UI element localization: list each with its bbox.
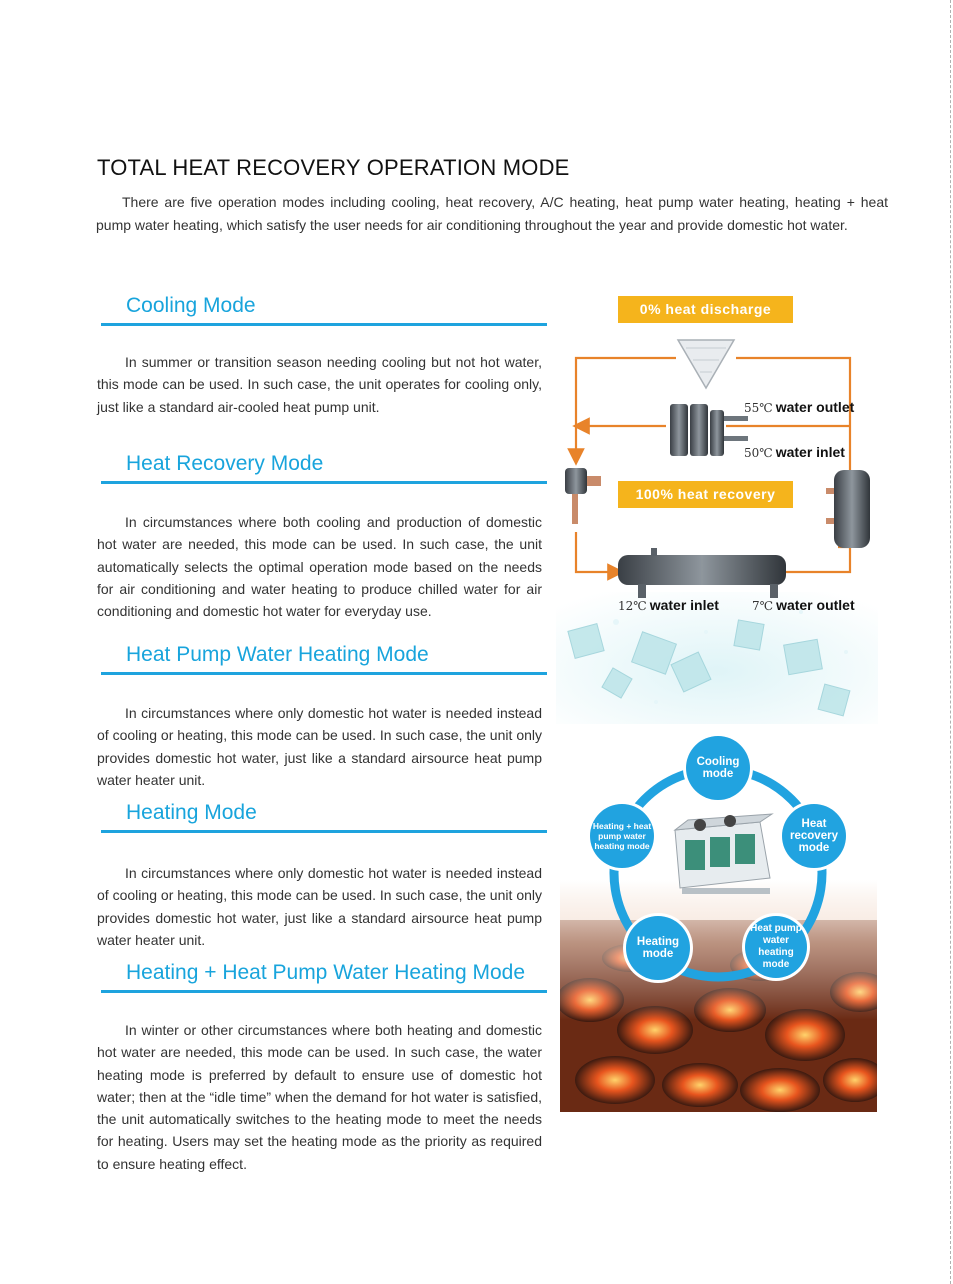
- heating-mode-node: Heating mode: [626, 916, 690, 980]
- cooling-mode-heading: Cooling Mode: [126, 294, 256, 317]
- chilled-water-inlet-label: [618, 597, 719, 613]
- heat-recovery-system-diagram: [556, 292, 878, 724]
- heat-recovery-mode-heading: Heat Recovery Mode: [126, 452, 324, 475]
- heating-mode-text: In circumstances where only domestic hot water is needed instead of cooling or heating, this mode can be used. In such case, the unit only provides domestic hot water, just like a standard airsource heat pump water heater unit.: [97, 865, 542, 948]
- chilled-water-outlet-label: [752, 597, 855, 613]
- air-condenser-coil: [678, 340, 734, 388]
- heat-recovery-badge: 100% heat recovery: [618, 481, 793, 508]
- heat-recovery-mode-rule: [101, 481, 547, 484]
- intro-paragraph: There are five operation modes including cooling, heat recovery, A/C heating, heat pump water heating, heating + heat pump water heating, which satisfy the user needs for air conditioning throughout the year and provide domestic hot water.: [96, 194, 888, 233]
- fire-fade-overlay: [560, 880, 877, 1020]
- heat-pump-water-heating-mode-rule: [101, 672, 547, 675]
- water-inlet-text: water inlet: [649, 597, 719, 613]
- page-title: TOTAL HEAT RECOVERY OPERATION MODE: [97, 155, 570, 180]
- heating-mode-rule: [101, 830, 547, 833]
- heating-mode-heading: Heating Mode: [126, 801, 257, 824]
- heating-plus-water-heating-mode-text: In winter or other circumstances where both heating and domestic hot water are needed, this mode can be used. In such case, the water heating mode is preferred by default to ensure use of domestic hot water; then at the “idle time” when the demand for hot water is satisfied, the unit automatically switches to the heating mode to meet the needs for heating. Users may set the heating mode as the priority as required to ensure heating effect.: [97, 1022, 542, 1172]
- heating-plus-water-heating-mode-heading: Heating + Heat Pump Water Heating Mode: [126, 961, 526, 984]
- shell-tube-evaporator: [618, 548, 786, 598]
- refrigerant-pipes: [576, 358, 850, 572]
- hot-water-inlet-label: [744, 444, 845, 460]
- page-edge-guide: [950, 0, 951, 1284]
- heat-discharge-badge: 0% heat discharge: [618, 296, 793, 323]
- hot-water-tank: [826, 470, 870, 548]
- heating-plus-water-heating-mode-rule: [101, 990, 547, 993]
- temperature-50: 50℃: [744, 446, 773, 460]
- operation-modes-cycle: [560, 730, 877, 1112]
- heat-pump-water-heating-mode-text: In circumstances where only domestic hot water is needed instead of cooling or heating, this mode can be used. In such case, the unit only provides domestic hot water, just like a standard airsource heat pump water heater unit.: [97, 705, 542, 788]
- water-outlet-text: water outlet: [775, 399, 855, 415]
- cooling-mode-rule: [101, 323, 547, 326]
- hot-water-outlet-label: [744, 399, 854, 415]
- expansion-valve: [565, 468, 601, 524]
- heating-plus-water-heating-mode-node: Heating + heat pump water heating mode: [590, 804, 654, 868]
- water-inlet-text: water inlet: [775, 444, 845, 460]
- water-outlet-text: water outlet: [776, 597, 855, 613]
- heat-pump-water-heating-mode-node: Heat pump water heating mode: [745, 916, 807, 978]
- cooling-mode-text: In summer or transition season needing cooling but not hot water, this mode can be used. In such case, the unit operates for cooling only, just like a standard air-cooled heat pump unit.: [97, 354, 542, 415]
- heat-recovery-mode-text: In circumstances where both cooling and production of domestic hot water are needed, this mode can be used. In such case, the unit automatically selects the optimal operation mode based on the needs for air conditioning and water heating to produce chilled water for air conditioning and domestic hot water for everyday use.: [97, 514, 542, 620]
- heat-recovery-exchanger: [670, 404, 748, 456]
- temperature-7: 7℃: [752, 599, 774, 613]
- temperature-55: 55℃: [744, 401, 773, 415]
- cooling-mode-node: Cooling mode: [686, 736, 750, 800]
- temperature-12: 12℃: [618, 599, 647, 613]
- heat-recovery-mode-node: Heat recovery mode: [782, 804, 846, 868]
- heat-pump-water-heating-mode-heading: Heat Pump Water Heating Mode: [126, 643, 429, 666]
- system-schematic: [556, 292, 878, 724]
